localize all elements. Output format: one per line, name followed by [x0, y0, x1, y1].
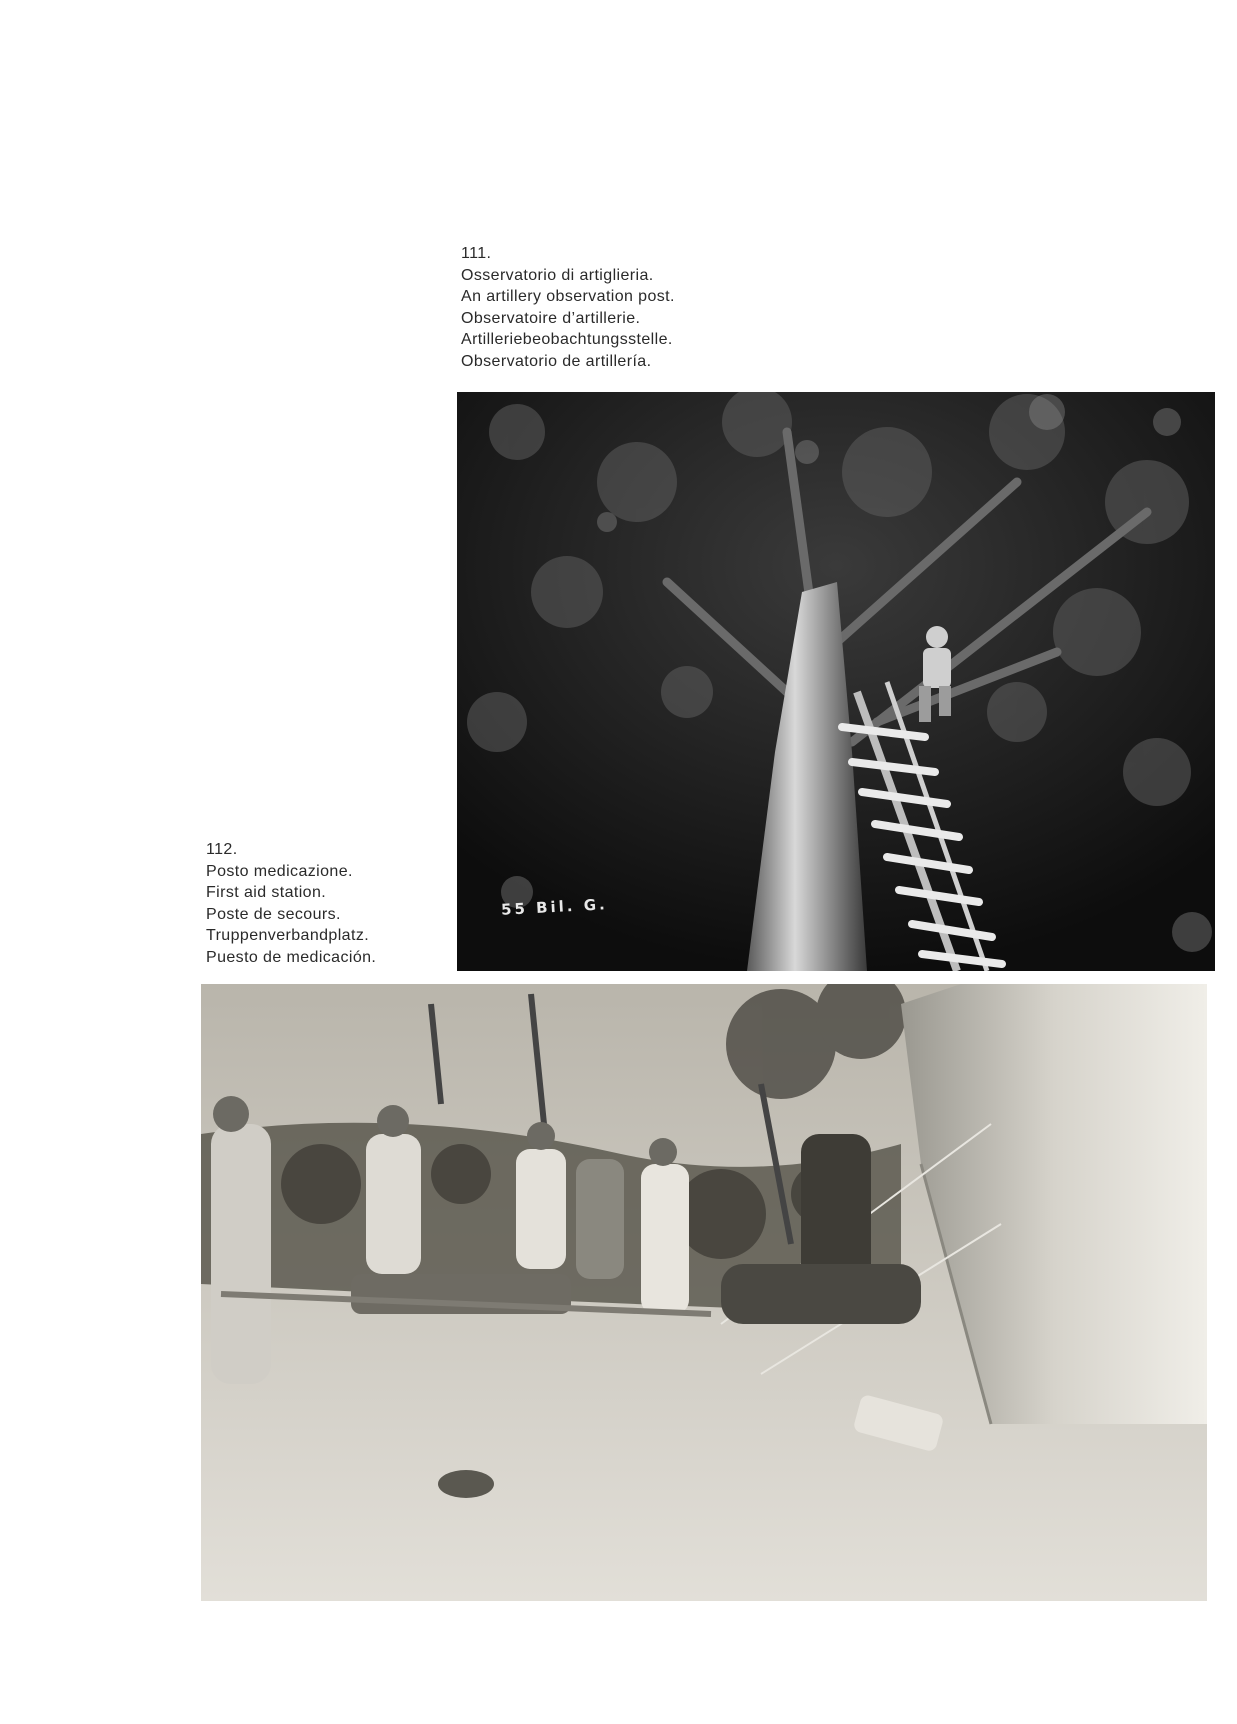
plate-mark: 55 Bil. G. [500, 895, 609, 919]
caption-italian: Posto medicazione. [206, 862, 353, 880]
photo-artillery-observation-post [457, 392, 1215, 971]
figure-number: 112. [206, 841, 238, 858]
caption-german: Artilleriebeobachtungsstelle. [461, 331, 673, 348]
caption-spanish: Observatorio de artillería. [461, 352, 652, 370]
caption-italian: Osservatorio di artiglieria. [461, 266, 654, 284]
caption-french: Poste de secours. [206, 905, 341, 923]
caption-german: Truppenverbandplatz. [206, 927, 370, 944]
caption-french: Observatoire d’artillerie. [461, 309, 641, 327]
caption-english: An artillery observation post. [461, 288, 675, 305]
caption-english: First aid station. [206, 884, 327, 901]
caption-111 [461, 243, 675, 372]
caption-112 [206, 839, 376, 968]
caption-spanish: Puesto de medicación. [206, 948, 377, 966]
figure-number: 111. [461, 245, 492, 262]
photo-first-aid-station [201, 984, 1207, 1601]
